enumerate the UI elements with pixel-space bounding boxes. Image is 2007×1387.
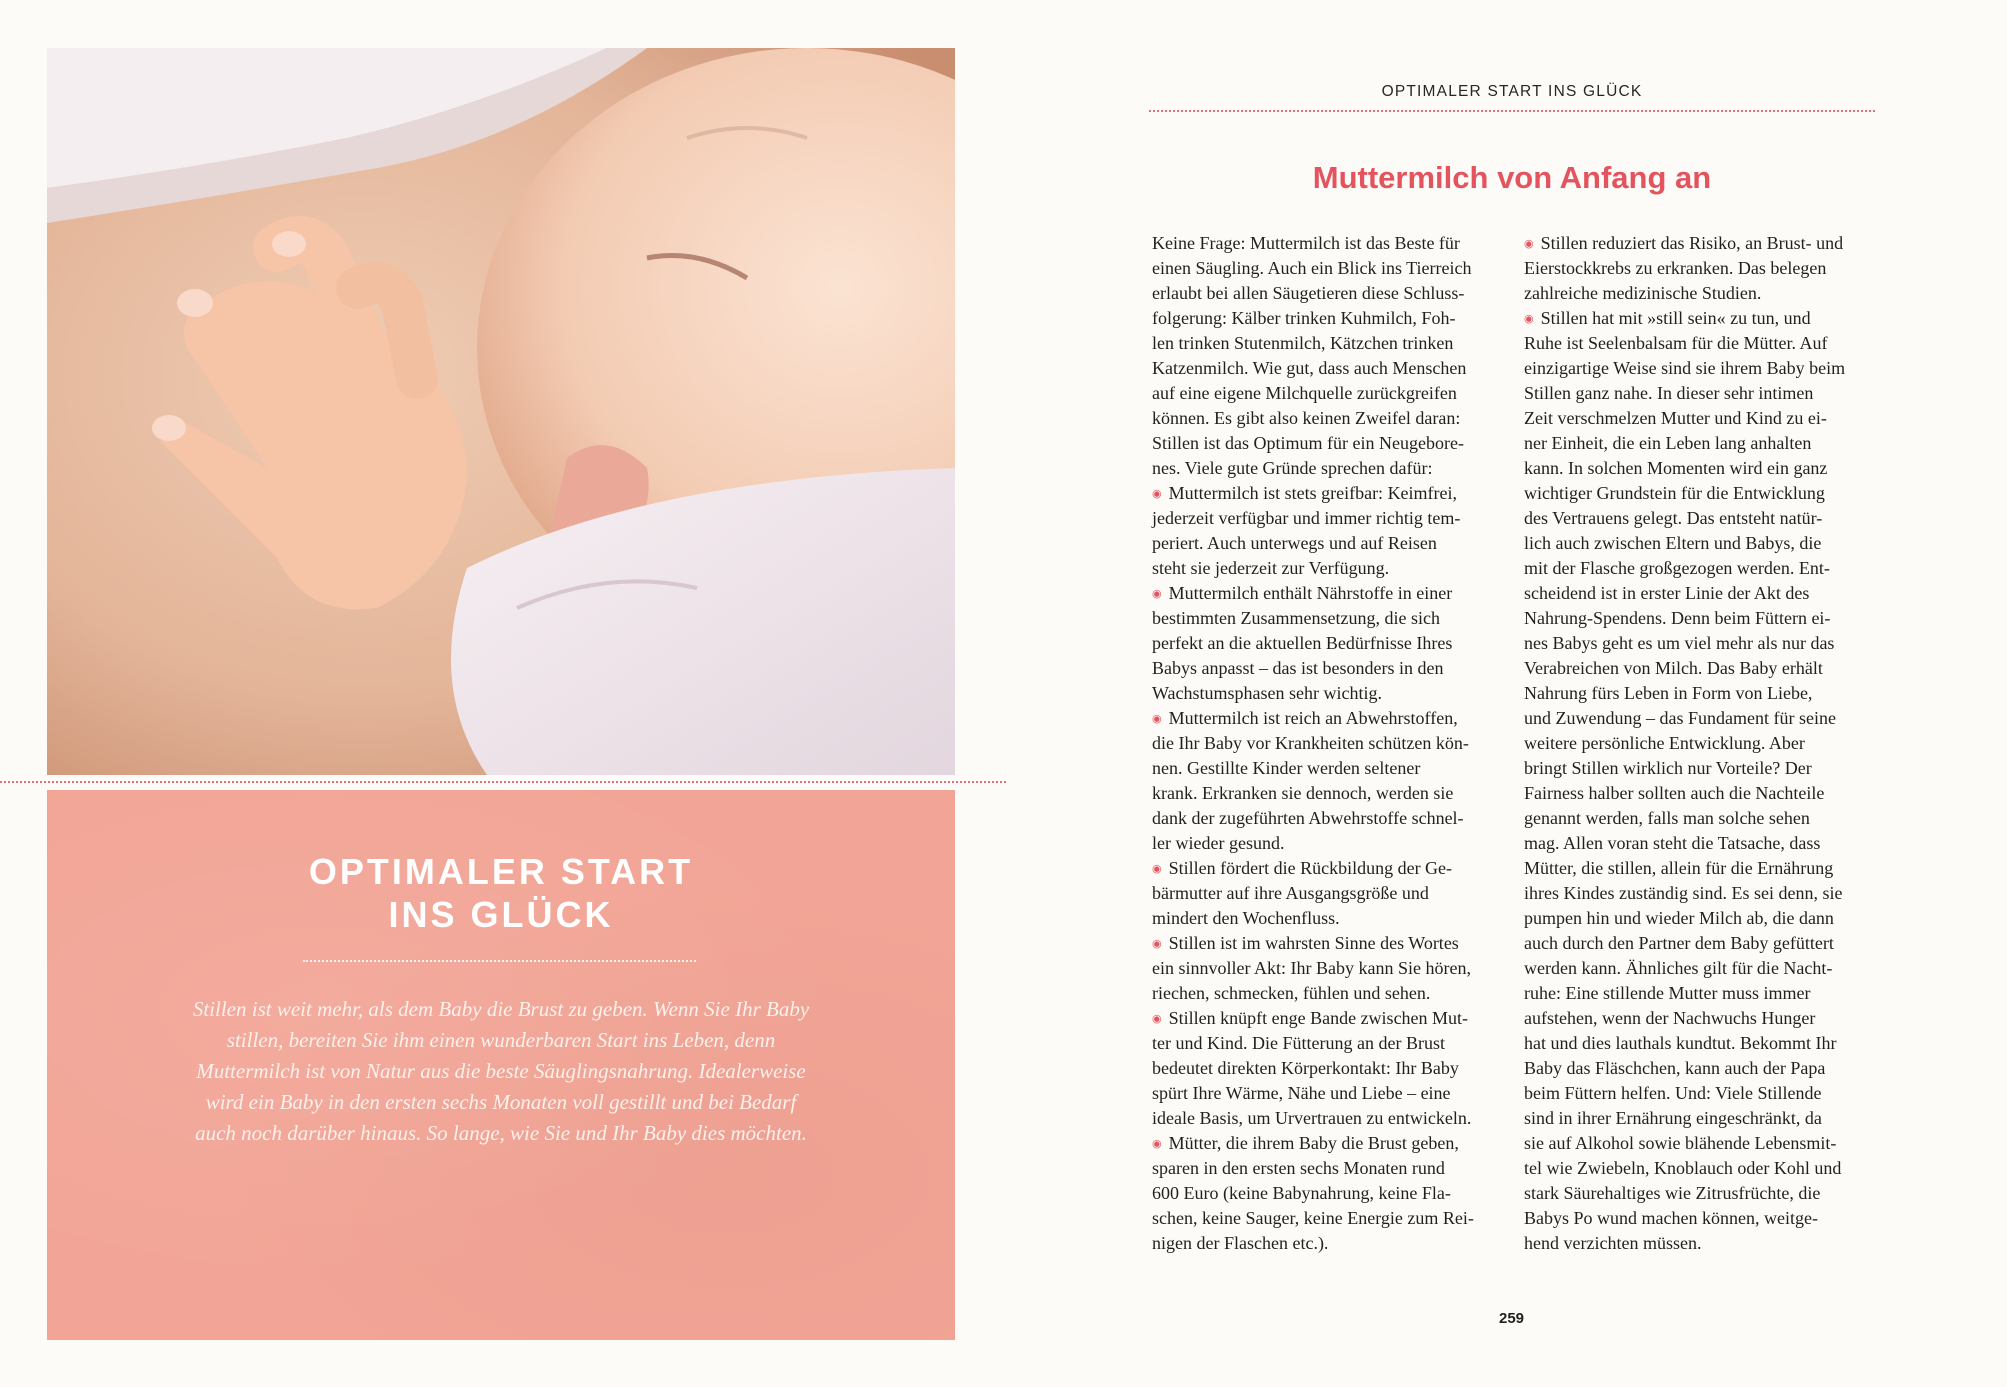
text-line: perfekt an die aktuellen Bedürfnisse Ihres — [1152, 633, 1453, 653]
text-line: stark Säurehaltiges wie Zitrusfrüchte, die — [1524, 1183, 1821, 1203]
text-line: genannt werden, falls man solche sehen — [1524, 808, 1810, 828]
text-line: aufstehen, wenn der Nachwuchs Hunger — [1524, 1008, 1816, 1028]
chapter-heading-line: INS GLÜCK — [388, 894, 614, 935]
text-line: schen, keine Sauger, keine Energie zum Rei- — [1152, 1208, 1474, 1228]
heading-rule — [303, 960, 696, 962]
text-line: bärmutter auf ihre Ausgangsgröße und — [1152, 883, 1429, 903]
text-line: sie auf Alkohol sowie blähende Lebensmit- — [1524, 1133, 1837, 1153]
text-line: ner Einheit, die ein Leben lang anhalten — [1524, 433, 1812, 453]
text-line: des Vertrauens gelegt. Das entsteht natür- — [1524, 508, 1823, 528]
intro-line: stillen, bereiten Sie ihm einen wunderbaren Start ins Leben, denn — [226, 1028, 776, 1052]
intro-box — [47, 790, 955, 1340]
text-column-right — [1524, 231, 1884, 1256]
intro-line: wird ein Baby in den ersten sechs Monaten voll gestillt und bei Bedarf — [205, 1090, 797, 1114]
text-line: Mütter, die stillen, allein für die Ernährung — [1524, 858, 1834, 878]
running-head: OPTIMALER START INS GLÜCK — [1381, 83, 1643, 100]
text-line: nes Babys geht es um viel mehr als nur das — [1524, 633, 1835, 653]
text-line: ein sinnvoller Akt: Ihr Baby kann Sie hören, — [1152, 958, 1471, 978]
text-line: Baby das Fläschchen, kann auch der Papa — [1524, 1058, 1826, 1078]
bullet-item: ◉ Stillen knüpft enge Bande zwischen Mut- — [1152, 1006, 1512, 1031]
text-line: beim Füttern helfen. Und: Viele Stillende — [1524, 1083, 1822, 1103]
bullet-item: ◉ Stillen reduziert das Risiko, an Brust- und — [1524, 231, 1884, 256]
text-line: pumpen hin und wieder Milch ab, die dann — [1524, 908, 1834, 928]
intro-line: auch noch darüber hinaus. So lange, wie Sie und Ihr Baby dies möchten. — [195, 1121, 807, 1145]
text-line: werden kann. Ähnliches gilt für die Nacht- — [1524, 958, 1833, 978]
text-line: hat und dies lauthals kundtut. Bekommt Ihr — [1524, 1033, 1837, 1053]
text-line: einen Säugling. Auch ein Blick ins Tierreich — [1152, 258, 1472, 278]
text-line: bestimmten Zusammensetzung, die sich — [1152, 608, 1440, 628]
bullet-item: ◉ Stillen fördert die Rückbildung der Ge- — [1152, 856, 1512, 881]
text-line: Katzenmilch. Wie gut, dass auch Menschen — [1152, 358, 1467, 378]
text-line: sind in ihrer Ernährung eingeschränkt, da — [1524, 1108, 1822, 1128]
text-line: ruhe: Eine stillende Mutter muss immer — [1524, 983, 1811, 1003]
chapter-heading-line: OPTIMALER START — [308, 851, 694, 892]
text-line: jederzeit verfügbar und immer richtig tem- — [1152, 508, 1461, 528]
text-line: tel wie Zwiebeln, Knoblauch oder Kohl und — [1524, 1158, 1842, 1178]
text-line: Keine Frage: Muttermilch ist das Beste für — [1152, 233, 1460, 253]
text-line: Stillen ist das Optimum für ein Neugebore- — [1152, 433, 1464, 453]
text-line: Ruhe ist Seelenbalsam für die Mütter. Auf — [1524, 333, 1828, 353]
text-line: ler wieder gesund. — [1152, 833, 1285, 853]
text-line: lich auch zwischen Eltern und Babys, die — [1524, 533, 1822, 553]
text-line: periert. Auch unterwegs und auf Reisen — [1152, 533, 1437, 553]
text-line: nes. Viele gute Gründe sprechen dafür: — [1152, 458, 1433, 478]
text-line: und Zuwendung – das Fundament für seine — [1524, 708, 1836, 728]
text-line: weitere persönliche Entwicklung. Aber — [1524, 733, 1805, 753]
text-line: folgerung: Kälber trinken Kuhmilch, Foh- — [1152, 308, 1456, 328]
text-column-left — [1152, 231, 1512, 1256]
text-line: erlaubt bei allen Säugetieren diese Schluss- — [1152, 283, 1465, 303]
text-line: Babys anpasst – das ist besonders in den — [1152, 658, 1444, 678]
bullet-item: ◉ Stillen ist im wahrsten Sinne des Wortes — [1152, 931, 1512, 956]
text-line: hend verzichten müssen. — [1524, 1233, 1702, 1253]
text-line: riechen, schmecken, fühlen und sehen. — [1152, 983, 1431, 1003]
text-line: Wachstumsphasen sehr wichtig. — [1152, 683, 1383, 703]
section-divider — [0, 781, 1006, 783]
text-line: auf eine eigene Milchquelle zurückgreifen — [1152, 383, 1457, 403]
text-line: krank. Erkranken sie dennoch, werden sie — [1152, 783, 1454, 803]
text-line: wichtiger Grundstein für die Entwicklung — [1524, 483, 1825, 503]
text-line: ideale Basis, um Urvertrauen zu entwickeln. — [1152, 1108, 1472, 1128]
bullet-item: ◉ Muttermilch ist reich an Abwehrstoffen, — [1152, 706, 1512, 731]
intro-line: Stillen ist weit mehr, als dem Baby die Brust zu geben. Wenn Sie Ihr Baby — [192, 997, 810, 1021]
text-line: kann. In solchen Momenten wird ein ganz — [1524, 458, 1828, 478]
text-line: sparen in den ersten sechs Monaten rund — [1152, 1158, 1445, 1178]
text-line: spürt Ihre Wärme, Nähe und Liebe – eine — [1152, 1083, 1451, 1103]
photo-icon — [47, 48, 955, 775]
text-line: steht sie jederzeit zur Verfügung. — [1152, 558, 1390, 578]
text-line: nen. Gestillte Kinder werden seltener — [1152, 758, 1421, 778]
text-line: zahlreiche medizinische Studien. — [1524, 283, 1762, 303]
text-line: auch durch den Partner dem Baby gefüttert — [1524, 933, 1834, 953]
text-line: Nahrung-Spendens. Denn beim Füttern ei- — [1524, 608, 1831, 628]
text-line: dank der zugeführten Abwehrstoffe schnel- — [1152, 808, 1464, 828]
bullet-item: ◉ Muttermilch enthält Nährstoffe in einer — [1152, 581, 1512, 606]
text-line: können. Es gibt also keinen Zweifel daran: — [1152, 408, 1461, 428]
text-line: Fairness halber sollten auch die Nachteile — [1524, 783, 1825, 803]
text-line: bringt Stillen wirklich nur Vorteile? Der — [1524, 758, 1812, 778]
text-line: mit der Flasche großgezogen werden. Ent- — [1524, 558, 1830, 578]
text-line: einzigartige Weise sind sie ihrem Baby beim — [1524, 358, 1846, 378]
text-line: bedeutet direkten Körperkontakt: Ihr Baby — [1152, 1058, 1459, 1078]
page-number: 259 — [1499, 1310, 1525, 1327]
text-line: Eierstockkrebs zu erkranken. Das belegen — [1524, 258, 1827, 278]
bullet-item: ◉ Mütter, die ihrem Baby die Brust geben, — [1152, 1131, 1512, 1156]
text-line: Stillen ganz nahe. In dieser sehr intimen — [1524, 383, 1814, 403]
text-line: ihres Kindes zuständig sind. Es sei denn, sie — [1524, 883, 1843, 903]
text-line: mindert den Wochenfluss. — [1152, 908, 1340, 928]
text-line: Nahrung fürs Leben in Form von Liebe, — [1524, 683, 1813, 703]
chapter-intro — [155, 994, 847, 1149]
text-line: Babys Po wund machen können, weitge- — [1524, 1208, 1818, 1228]
text-line: Zeit verschmelzen Mutter und Kind zu ei- — [1524, 408, 1827, 428]
chapter-heading — [47, 850, 955, 936]
bullet-item: ◉ Stillen hat mit »still sein« zu tun, und — [1524, 306, 1884, 331]
text-line: die Ihr Baby vor Krankheiten schützen kön- — [1152, 733, 1469, 753]
text-line: mag. Allen voran steht die Tatsache, dass — [1524, 833, 1821, 853]
text-line: ter und Kind. Die Fütterung an der Brust — [1152, 1033, 1445, 1053]
text-line: scheidend ist in erster Linie der Akt des — [1524, 583, 1810, 603]
intro-line: Muttermilch ist von Natur aus die beste Säuglingsnahrung. Idealerweise — [196, 1059, 806, 1083]
breastfeeding-photo — [47, 48, 955, 775]
text-line: nigen der Flaschen etc.). — [1152, 1233, 1329, 1253]
bullet-item: ◉ Muttermilch ist stets greifbar: Keimfrei, — [1152, 481, 1512, 506]
text-line: 600 Euro (keine Babynahrung, keine Fla- — [1152, 1183, 1451, 1203]
text-line: len trinken Stutenmilch, Kätzchen trinken — [1152, 333, 1454, 353]
running-head-rule — [1149, 110, 1875, 112]
article-title: Muttermilch von Anfang an — [1312, 160, 1712, 195]
text-line: Verabreichen von Milch. Das Baby erhält — [1524, 658, 1823, 678]
